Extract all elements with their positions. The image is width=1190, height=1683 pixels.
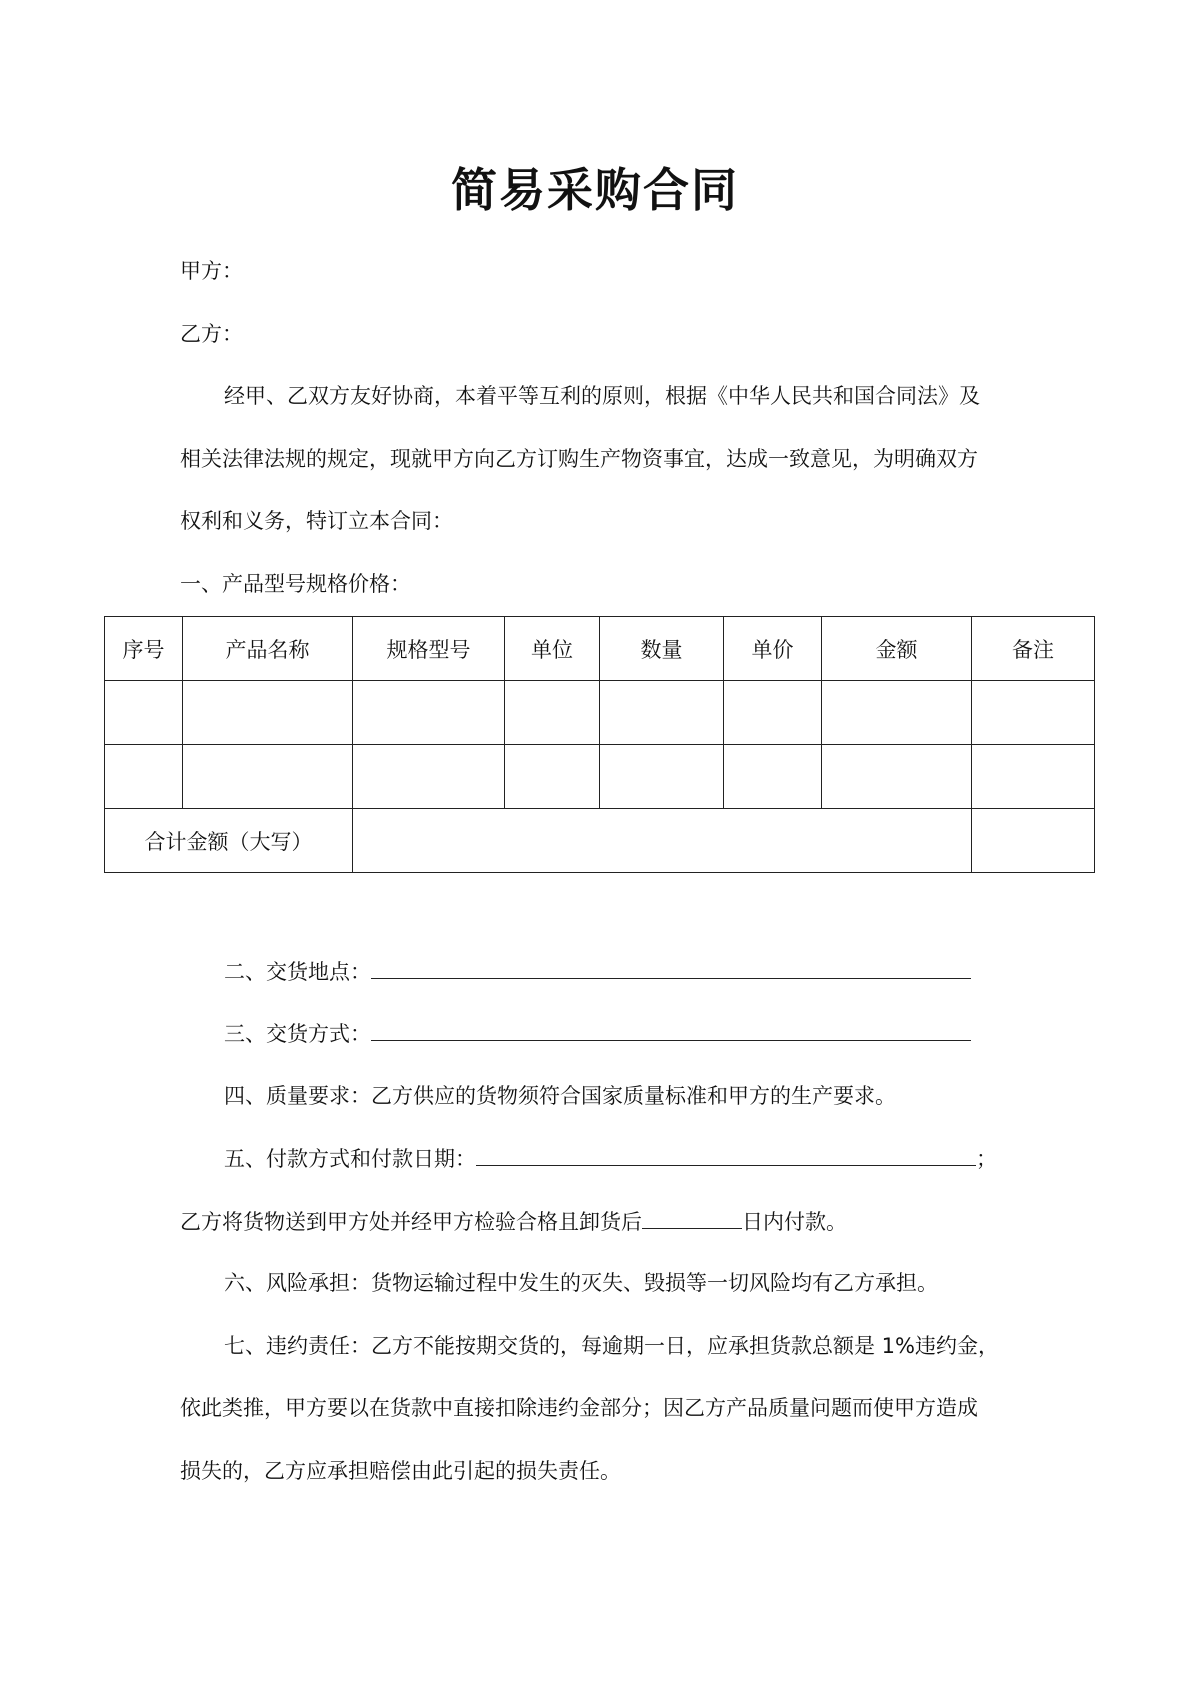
- table-cell[interactable]: [183, 681, 353, 745]
- header-cell-quantity: 数量: [600, 617, 724, 681]
- section-5-payment-line-2: [180, 1206, 847, 1237]
- table-cell[interactable]: [822, 681, 972, 745]
- table-cell[interactable]: [972, 681, 1095, 745]
- section-5-payment: [224, 1143, 997, 1174]
- table-cell[interactable]: [822, 745, 972, 809]
- header-cell-product-name: 产品名称: [183, 617, 353, 681]
- table-row: [105, 681, 1095, 745]
- section-7-line-2: 依此类推，甲方要以在货款中直接扣除违约金部分；因乙方产品质量问题而使甲方造成: [180, 1396, 978, 1420]
- total-amount-note[interactable]: [972, 809, 1095, 873]
- header-cell-amount: 金额: [822, 617, 972, 681]
- header-cell-spec-model: 规格型号: [353, 617, 505, 681]
- table-row: [105, 745, 1095, 809]
- table-cell[interactable]: [972, 745, 1095, 809]
- intro-line-3: 权利和义务，特订立本合同：: [180, 509, 453, 533]
- table-cell[interactable]: [600, 681, 724, 745]
- section-3-delivery-method: [224, 1018, 971, 1049]
- table-cell[interactable]: [353, 681, 505, 745]
- section-5-line2-prefix: 乙方将货物送到甲方处并经甲方检验合格且卸货后: [180, 1210, 642, 1234]
- section-6-risk: 六、风险承担：货物运输过程中发生的灭失、毁损等一切风险均有乙方承担。: [224, 1271, 938, 1295]
- table-cell[interactable]: [724, 745, 822, 809]
- table-cell[interactable]: [724, 681, 822, 745]
- table-header-row: [105, 617, 1095, 681]
- table-cell[interactable]: [105, 745, 183, 809]
- header-cell-unit-price: 单价: [724, 617, 822, 681]
- section-7-line-1: 七、违约责任：乙方不能按期交货的，每逾期一日，应承担货款总额是 1%违约金，: [224, 1334, 999, 1358]
- section-5-line2-suffix: 日内付款。: [742, 1210, 847, 1234]
- payment-method-blank[interactable]: [476, 1143, 976, 1166]
- table-cell[interactable]: [600, 745, 724, 809]
- party-a-label: 甲方：: [180, 259, 243, 283]
- document-title: 简易采购合同: [451, 163, 739, 217]
- header-cell-index: 序号: [105, 617, 183, 681]
- delivery-method-blank[interactable]: [371, 1018, 971, 1041]
- section-2-label: 二、交货地点：: [224, 960, 371, 984]
- party-b-label: 乙方：: [180, 322, 243, 346]
- header-cell-remarks: 备注: [972, 617, 1095, 681]
- delivery-location-blank[interactable]: [371, 956, 971, 979]
- table-cell[interactable]: [105, 681, 183, 745]
- table-cell[interactable]: [183, 745, 353, 809]
- section-5-end: ；: [976, 1147, 997, 1171]
- total-amount-value[interactable]: [353, 809, 972, 873]
- payment-days-blank[interactable]: [642, 1206, 742, 1229]
- header-cell-unit: 单位: [505, 617, 600, 681]
- table-cell[interactable]: [505, 681, 600, 745]
- intro-line-1: 经甲、乙双方友好协商，本着平等互利的原则，根据《中华人民共和国合同法》及: [224, 384, 980, 408]
- section-1-heading: 一、产品型号规格价格：: [180, 572, 411, 596]
- product-table: [104, 616, 1095, 873]
- table-cell[interactable]: [353, 745, 505, 809]
- intro-line-2: 相关法律法规的规定，现就甲方向乙方订购生产物资事宜，达成一致意见，为明确双方: [180, 447, 978, 471]
- section-2-delivery-location: [224, 956, 971, 987]
- section-7-line-3: 损失的，乙方应承担赔偿由此引起的损失责任。: [180, 1459, 621, 1483]
- section-3-label: 三、交货方式：: [224, 1022, 371, 1046]
- section-5-label: 五、付款方式和付款日期：: [224, 1147, 476, 1171]
- total-amount-label: 合计金额（大写）: [105, 809, 353, 873]
- table-cell[interactable]: [505, 745, 600, 809]
- section-4-quality: 四、质量要求：乙方供应的货物须符合国家质量标准和甲方的生产要求。: [224, 1084, 896, 1108]
- table-total-row: [105, 809, 1095, 873]
